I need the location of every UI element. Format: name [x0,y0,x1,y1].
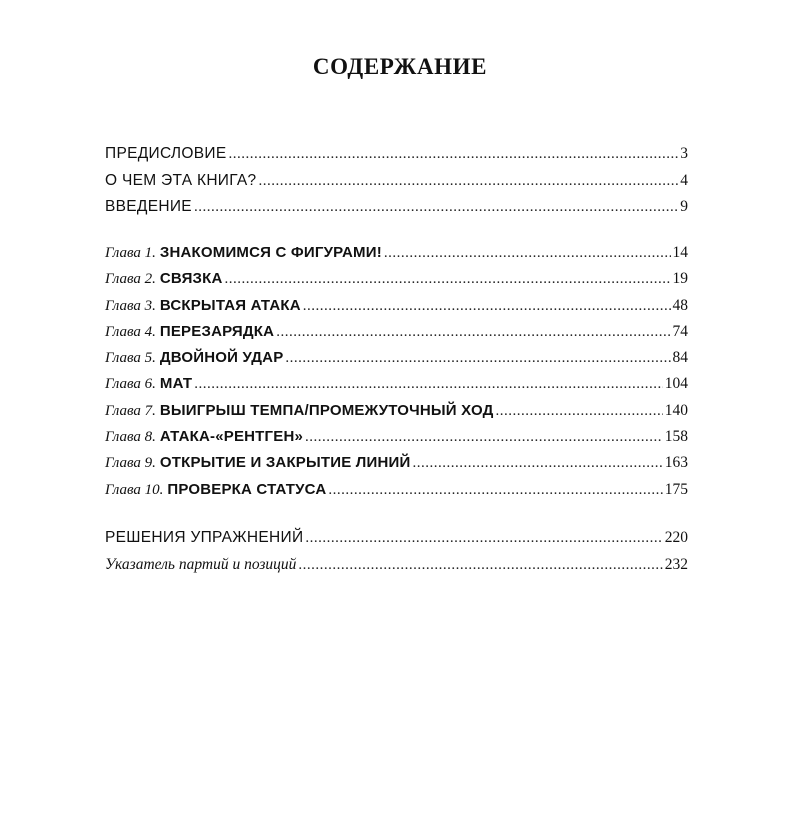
toc-page-number: 84 [672,349,688,367]
toc-entry-chapter-5[interactable] [105,349,688,375]
dot-leader [496,403,663,420]
toc-entry-chapter-9[interactable] [105,454,688,480]
chapter-prefix: Глава 7. [105,402,156,419]
dot-leader [298,557,662,574]
dot-leader [305,530,662,547]
toc-page-number: 74 [672,322,688,340]
dot-leader [276,324,670,341]
toc-entry-title: О ЧЕМ ЭТА КНИГА? [105,171,257,189]
chapter-prefix: Глава 2. [105,271,156,288]
toc-entry-introduction[interactable] [105,198,688,225]
dot-leader [384,245,671,262]
dot-leader [194,199,678,216]
toc-entry-index[interactable] [105,556,688,583]
toc-entry-about-book[interactable] [105,172,688,199]
toc-page-number: 3 [680,145,688,162]
chapter-prefix: Глава 9. [105,455,156,472]
toc-entry-title: ВСКРЫТАЯ АТАКА [159,296,301,314]
toc-entry-chapter-2[interactable] [105,270,688,296]
toc-page-number: 158 [664,428,688,446]
toc-entry-chapter-4[interactable] [105,323,688,349]
toc-entry-title: ВЫИГРЫШ ТЕМПА/ПРОМЕЖУТОЧНЫЙ ХОД [159,401,494,419]
toc-page-number: 9 [680,198,688,215]
toc-page-number: 220 [664,529,688,546]
toc-entry-title: ПРЕДИСЛОВИЕ [105,145,227,162]
toc-entry-title: ПРОВЕРКА СТАТУСА [167,480,327,498]
toc-entry-title: СВЯЗКА [159,270,223,288]
toc-entry-chapter-7[interactable] [105,402,688,428]
toc-page-number: 140 [664,401,688,419]
chapter-prefix: Глава 4. [105,323,156,340]
toc-entry-preface[interactable] [105,145,688,172]
toc-back-matter [105,529,688,582]
toc-entry-chapter-1[interactable] [105,244,688,270]
chapter-prefix: Глава 10. [105,481,164,498]
chapter-prefix: Глава 6. [105,376,156,393]
toc-entry-chapter-3[interactable] [105,297,688,323]
chapter-prefix: Глава 1. [105,245,156,261]
toc-entry-title: ПЕРЕЗАРЯДКА [159,322,275,340]
toc-page-number: 4 [680,171,688,189]
chapter-prefix: Глава 5. [105,350,156,367]
toc-chapters [105,244,688,507]
toc-entry-title: МАТ [159,375,193,393]
toc-page-number: 232 [664,555,688,573]
toc-entry-title: АТАКА-«РЕНТГЕН» [159,428,304,446]
toc-entry-title: ДВОЙНОЙ УДАР [159,349,284,367]
toc-entry-chapter-10[interactable] [105,481,688,507]
dot-leader [228,146,678,163]
chapter-prefix: Глава 3. [105,297,156,314]
toc-entry-chapter-6[interactable] [105,375,688,401]
chapter-prefix: Глава 8. [105,429,156,446]
toc-entry-title: ЗНАКОМИМСЯ С ФИГУРАМИ! [159,244,382,261]
toc-page-number: 104 [664,375,688,393]
dot-leader [285,350,670,367]
toc-entry-solutions[interactable] [105,529,688,556]
toc-page-number: 14 [672,244,688,261]
toc-page-number: 19 [672,270,688,288]
toc-entry-title: ВВЕДЕНИЕ [105,198,192,215]
dot-leader [328,482,662,499]
dot-leader [413,455,663,472]
toc-page-number: 163 [664,454,688,472]
dot-leader [305,429,663,446]
toc-entry-chapter-8[interactable] [105,428,688,454]
dot-leader [303,298,671,315]
dot-leader [194,376,663,393]
toc-page-number: 48 [672,296,688,314]
dot-leader [258,173,678,190]
page-title: СОДЕРЖАНИЕ [312,54,488,79]
toc-entry-title: ОТКРЫТИЕ И ЗАКРЫТИЕ ЛИНИЙ [159,454,411,472]
toc-front-matter [105,145,688,225]
dot-leader [225,271,671,288]
toc-entry-title: Указатель партий и позиций [105,555,297,573]
toc-entry-title: РЕШЕНИЯ УПРАЖНЕНИЙ [105,529,304,546]
toc-page-number: 175 [664,480,688,498]
